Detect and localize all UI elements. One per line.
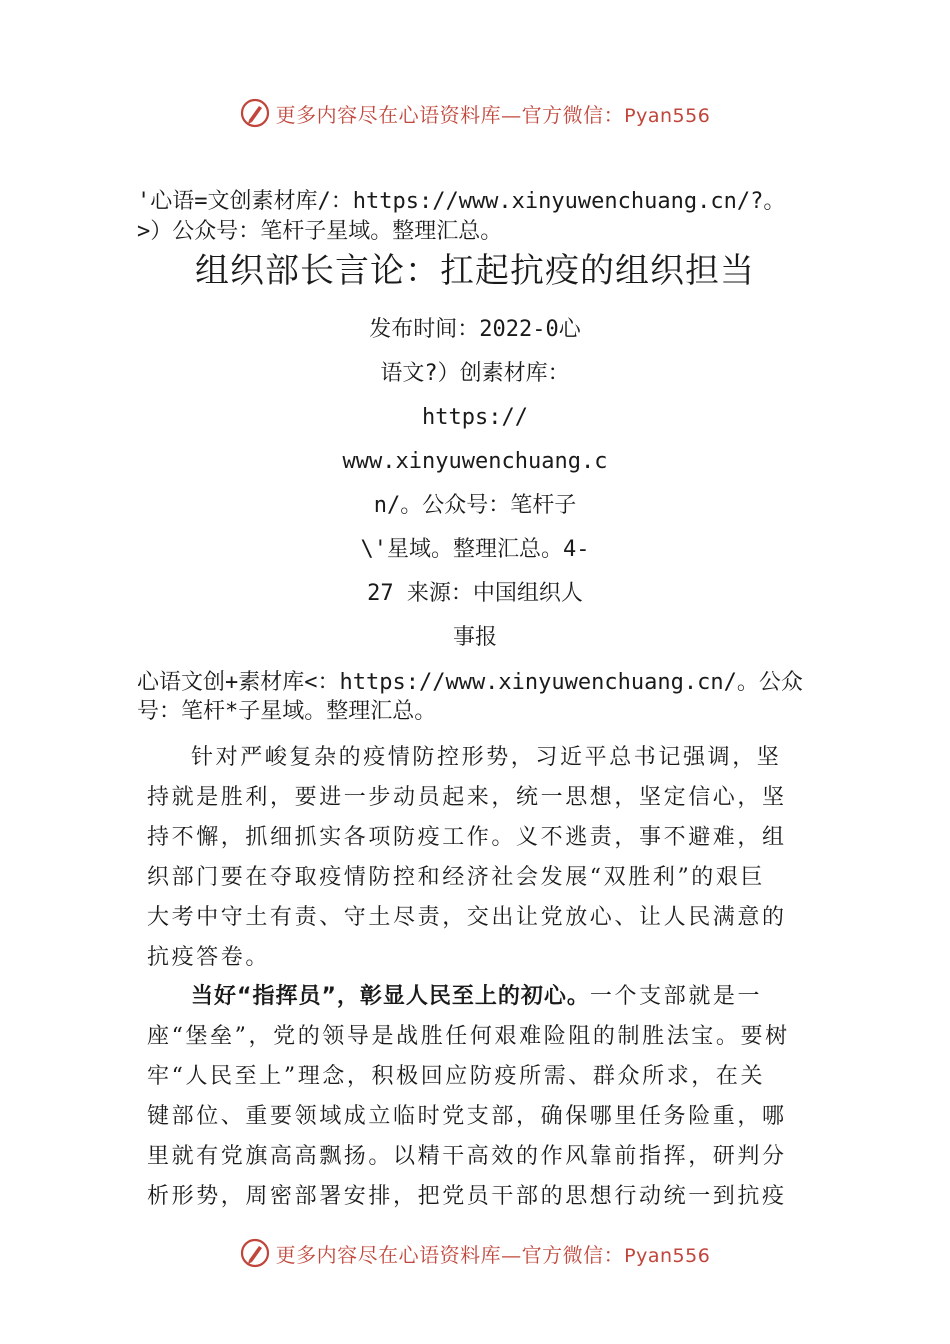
- paragraph-lead: 当好“指挥员”，彰显人民至上的初心。: [191, 984, 590, 1009]
- header-banner: [0, 93, 950, 133]
- pen-logo-icon: [240, 1238, 270, 1268]
- paragraph-line: 抗疫答卷。: [147, 945, 271, 970]
- paragraph-line: 座“堡垒”，党的领导是战胜任何艰难险阻的制胜法宝。要树: [147, 1024, 790, 1049]
- meta-line: n/。公众号：笔杆子: [373, 493, 577, 518]
- meta-line: https://: [422, 405, 528, 430]
- body-paragraph: [147, 738, 807, 978]
- footer-banner: [0, 1233, 950, 1273]
- paragraph-line: 针对严峻复杂的疫情防控形势，习近平总书记强调，坚: [191, 745, 782, 770]
- paragraph-line: 牢“人民至上”理念，积极回应防疫所需、群众所求，在关: [147, 1064, 766, 1089]
- wechat-id: Pyan556: [624, 1244, 711, 1267]
- body-paragraph: [147, 977, 807, 1217]
- source-note-line: 心语文创+素材库<：https://www.xinyuwenchuang.cn/。公众: [137, 670, 803, 695]
- paragraph-line: 持就是胜利，要进一步动员起来，统一思想，坚定信心，坚: [147, 785, 787, 810]
- banner-text: 更多内容尽在心语资料库—官方微信：Pyan556: [275, 1242, 711, 1267]
- meta-line: 27 来源：中国组织人: [367, 581, 583, 606]
- wechat-id: Pyan556: [624, 104, 711, 127]
- paragraph-line: 析形势，周密部署安排，把党员干部的思想行动统一到抗疫: [147, 1184, 787, 1209]
- paragraph-line: 织部门要在夺取疫情防控和经济社会发展“双胜利”的艰巨: [147, 865, 766, 890]
- meta-line: 事报: [452, 625, 497, 650]
- source-note-line: >）公众号：笔杆子星域。整理汇总。: [137, 219, 503, 244]
- source-note-line: 号：笔杆*子星域。整理汇总。: [137, 699, 437, 724]
- source-note-line: '心语=文创素材库/：https://www.xinyuwenchuang.cn/?。: [137, 189, 786, 214]
- meta-line: 发布时间：2022-0心: [369, 317, 581, 342]
- paragraph-line: 持不懈，抓细抓实各项防疫工作。义不逃责，事不避难，组: [147, 825, 787, 850]
- paragraph-line: 里就有党旗高高飘扬。以精干高效的作风靠前指挥，研判分: [147, 1144, 787, 1169]
- paragraph-line: 键部位、重要领域成立临时党支部，确保哪里任务险重，哪: [147, 1104, 787, 1129]
- paragraph-line: 当好“指挥员”，彰显人民至上的初心。一个支部就是一: [191, 984, 763, 1009]
- meta-line: 语文?）创素材库：: [380, 361, 570, 386]
- meta-line: www.xinyuwenchuang.c: [342, 449, 608, 474]
- banner-text: 更多内容尽在心语资料库—官方微信：Pyan556: [275, 102, 711, 127]
- meta-line: \'星域。整理汇总。4-: [360, 537, 590, 562]
- paragraph-line: 大考中守土有责、守土尽责，交出让党放心、让人民满意的: [147, 905, 787, 930]
- pen-logo-icon: [240, 98, 270, 128]
- document-title: 组织部长言论：扛起抗疫的组织担当: [195, 251, 755, 291]
